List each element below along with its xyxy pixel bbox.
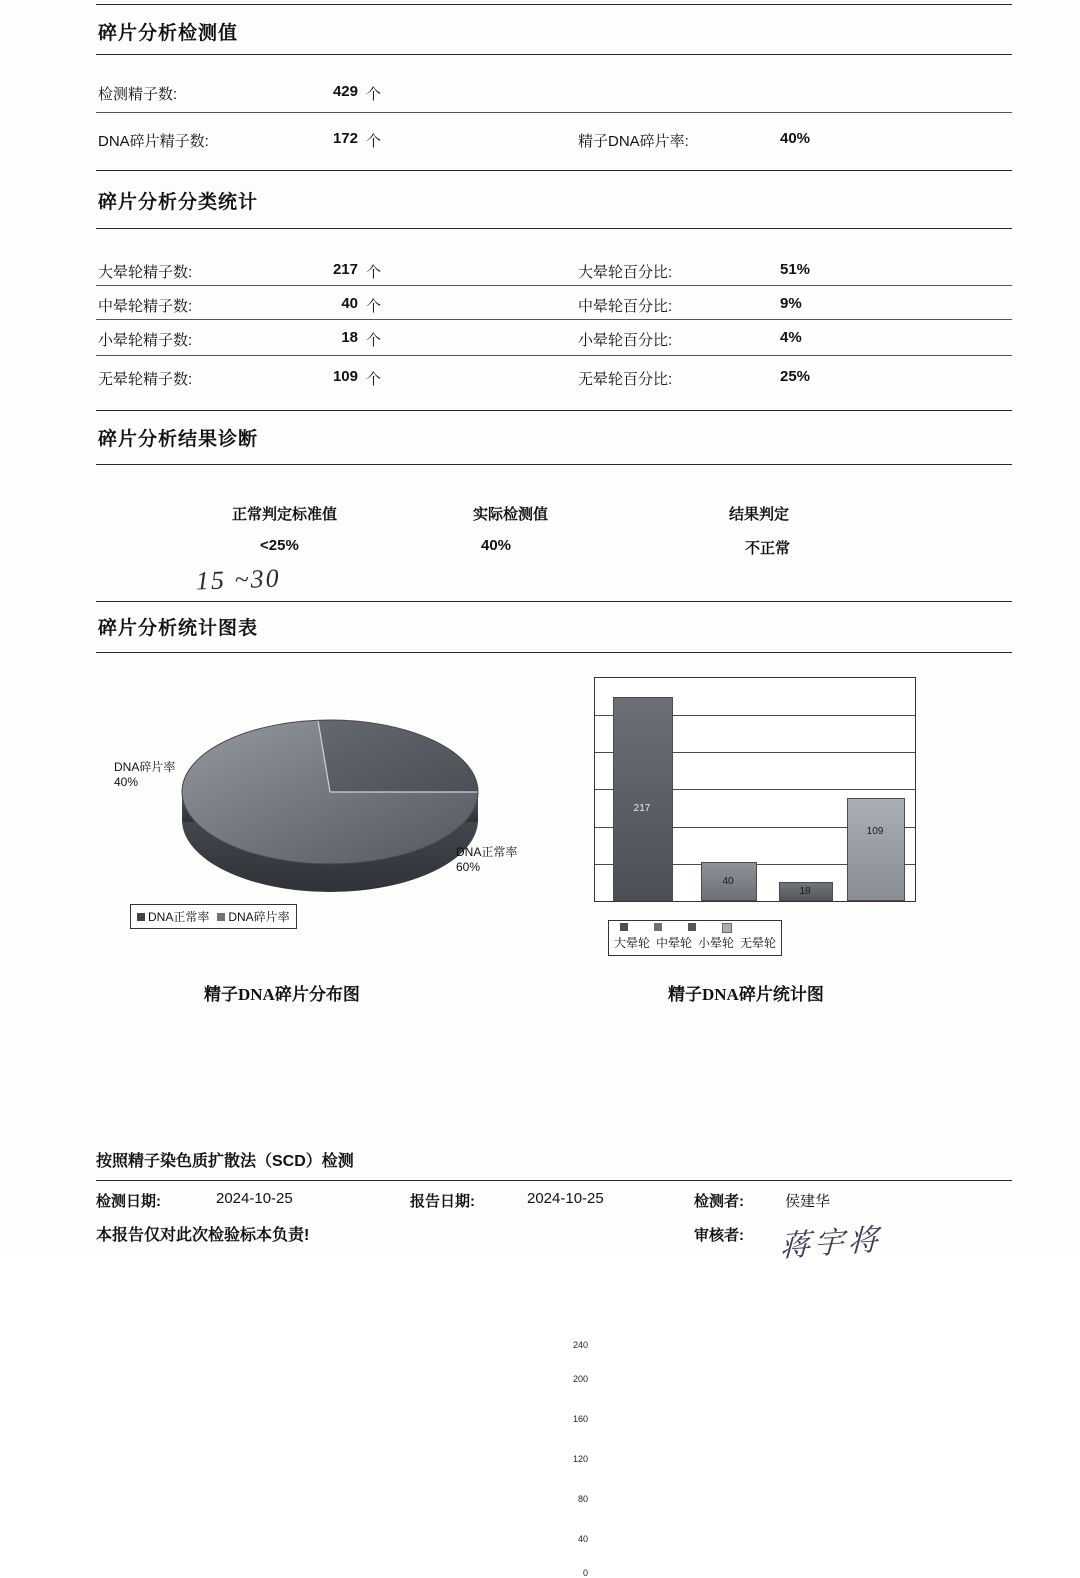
classification-row-3-label2: 无晕轮百分比:: [578, 371, 673, 388]
classification-row-2-unit: 个: [366, 332, 382, 349]
divider-diagnosis-bottom: [96, 601, 1012, 602]
footer-report-date-label: 报告日期:: [410, 1193, 475, 1210]
bar-wu-yun-lun: [847, 798, 905, 901]
bar-legend: [608, 920, 782, 956]
divider-detection-bottom: [96, 170, 1012, 171]
diagnosis-value-0: <25%: [260, 537, 299, 554]
divider-under-detection-title: [96, 54, 1012, 55]
classification-row-3-unit: 个: [366, 371, 382, 388]
bar-ytick-240: 240: [572, 1340, 588, 1350]
pie-legend-label-normal: DNA正常率: [148, 910, 210, 924]
legend-swatch-normal-icon: [137, 913, 145, 921]
bar-value-wu-yun-lun: 109: [866, 826, 884, 837]
classification-row-2-label2: 小晕轮百分比:: [578, 332, 673, 349]
diagnosis-value-2: 不正常: [745, 540, 791, 557]
classification-row-0-label2: 大晕轮百分比:: [578, 264, 673, 281]
divider-classification-row-1: [96, 319, 1012, 320]
pie-chart-svg: [130, 680, 530, 940]
legend-swatch-da-yun-lun-icon: [620, 923, 628, 931]
diagnosis-header-0: 正常判定标准值: [232, 506, 338, 523]
footer-tester-value: 侯建华: [785, 1193, 831, 1210]
section-title-diagnosis: 碎片分析结果诊断: [98, 429, 259, 450]
detection-row-1-label: DNA碎片精子数:: [98, 133, 209, 150]
detection-row-1-unit: 个: [366, 133, 382, 150]
bar-ytick-40: 40: [577, 1534, 588, 1544]
classification-row-2-label: 小晕轮精子数:: [98, 332, 193, 349]
divider-classification-row-2: [96, 355, 1012, 356]
diagnosis-header-1: 实际检测值: [473, 506, 549, 523]
classification-row-0-unit: 个: [366, 264, 382, 281]
bar-legend-label-zhong-yun-lun: 中晕轮: [656, 936, 693, 950]
footer-tester-label: 检测者:: [694, 1193, 744, 1210]
detection-row-0-label: 检测精子数:: [98, 86, 178, 103]
footer-disclaimer: 本报告仅对此次检验标本负责!: [96, 1227, 310, 1244]
pie-label-normal-text: DNA正常率: [456, 845, 518, 859]
classification-row-2-value2: 4%: [780, 329, 802, 346]
bar-ytick-160: 160: [572, 1414, 588, 1424]
classification-row-1-unit: 个: [366, 298, 382, 315]
classification-row-2-value: 18: [341, 329, 358, 346]
pie-legend-item-normal: [137, 908, 209, 925]
classification-row-1-value2: 9%: [780, 295, 802, 312]
footer-method-note: 按照精子染色质扩散法（SCD）检测: [96, 1153, 354, 1170]
bar-chart-plot-area: [594, 677, 916, 902]
pie-chart-caption: 精子DNA碎片分布图: [204, 985, 360, 1004]
bar-legend-label-wu-yun-lun: 无晕轮: [740, 936, 777, 950]
pie-legend-item-fragment: [217, 908, 289, 925]
classification-row-1-value: 40: [341, 295, 358, 312]
bar-legend-swatches: [614, 923, 776, 934]
divider-under-charts-title: [96, 652, 1012, 653]
divider-classification-row-0: [96, 285, 1012, 286]
bar-value-zhong-yun-lun: 40: [722, 876, 734, 887]
handwritten-reference-range: 15 ~30: [195, 563, 282, 596]
divider-under-diagnosis-title: [96, 464, 1012, 465]
bar-ytick-120: 120: [572, 1454, 588, 1464]
pie-legend: [130, 904, 297, 929]
divider-detection-row-0: [96, 112, 1012, 113]
divider-classification-bottom: [96, 410, 1012, 411]
pie-legend-label-fragment: DNA碎片率: [228, 910, 290, 924]
footer-test-date-value: 2024-10-25: [216, 1190, 293, 1207]
detection-row-1-value: 172: [332, 130, 358, 147]
bar-value-da-yun-lun: 217: [633, 803, 651, 814]
footer-report-date-value: 2024-10-25: [527, 1190, 604, 1207]
pie-label-fragmentation: [114, 760, 175, 790]
bar-chart-caption: 精子DNA碎片统计图: [668, 985, 824, 1004]
footer-test-date-label: 检测日期:: [96, 1193, 161, 1210]
detection-row-0-unit: 个: [366, 86, 382, 103]
divider-footer: [96, 1180, 1012, 1181]
detection-row-0-value: 429: [332, 83, 358, 100]
divider-under-classification-title: [96, 228, 1012, 229]
classification-row-1-label: 中晕轮精子数:: [98, 298, 193, 315]
legend-swatch-xiao-yun-lun-icon: [688, 923, 696, 931]
classification-row-3-label: 无晕轮精子数:: [98, 371, 193, 388]
bar-legend-labels: [614, 934, 776, 951]
section-title-charts: 碎片分析统计图表: [98, 618, 259, 639]
pie-label-normal-value: 60%: [456, 860, 481, 874]
classification-row-0-value: 217: [332, 261, 358, 278]
classification-row-0-value2: 51%: [780, 261, 811, 278]
classification-row-3-value: 109: [332, 368, 358, 385]
bar-ytick-0: 0: [582, 1568, 588, 1578]
diagnosis-header-2: 结果判定: [729, 506, 790, 523]
detection-row-1-value2: 40%: [780, 130, 811, 147]
bar-da-yun-lun: [613, 697, 673, 901]
classification-row-1-label2: 中晕轮百分比:: [578, 298, 673, 315]
bar-value-xiao-yun-lun: 18: [799, 886, 811, 897]
legend-swatch-fragment-icon: [217, 913, 225, 921]
classification-row-0-label: 大晕轮精子数:: [98, 264, 193, 281]
diagnosis-value-1: 40%: [481, 537, 512, 554]
section-title-classification: 碎片分析分类统计: [98, 192, 259, 213]
classification-row-3-value2: 25%: [780, 368, 811, 385]
pie-chart: [114, 680, 530, 940]
legend-swatch-wu-yun-lun-icon: [722, 923, 732, 933]
bar-legend-label-da-yun-lun: 大晕轮: [614, 936, 651, 950]
pie-label-normal: [456, 845, 517, 875]
detection-row-1-label2: 精子DNA碎片率:: [578, 133, 689, 150]
bar-ytick-200: 200: [572, 1374, 588, 1384]
divider-top: [96, 4, 1012, 5]
section-title-detection: 碎片分析检测值: [98, 23, 239, 44]
footer-reviewer-signature: 蒋宇将: [779, 1223, 883, 1264]
bar-ytick-80: 80: [577, 1494, 588, 1504]
legend-swatch-zhong-yun-lun-icon: [654, 923, 662, 931]
footer-reviewer-label: 审核者:: [694, 1227, 744, 1244]
bar-legend-label-xiao-yun-lun: 小晕轮: [698, 936, 735, 950]
pie-label-fragmentation-value: 40%: [114, 775, 139, 789]
pie-label-fragmentation-text: DNA碎片率: [114, 760, 176, 774]
